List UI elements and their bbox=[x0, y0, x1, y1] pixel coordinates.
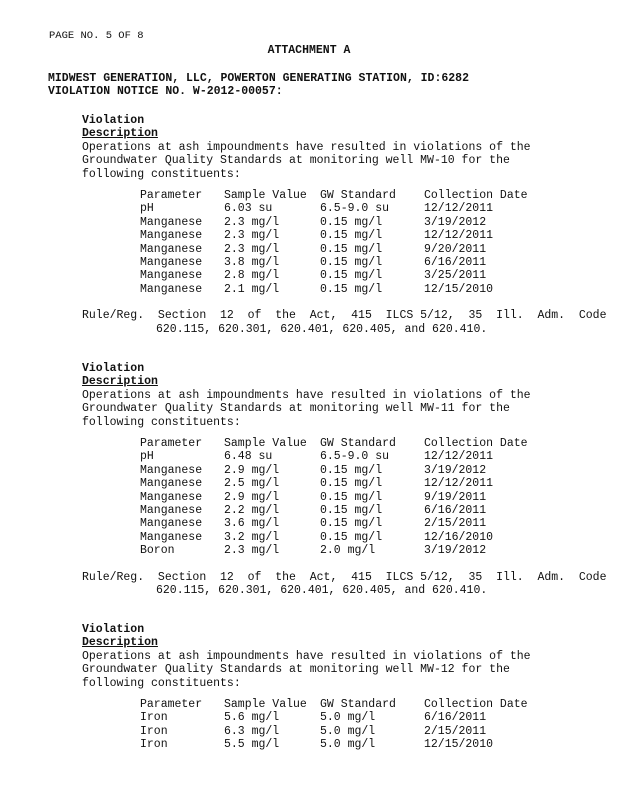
gw-standard-cell: 5.0 mg/l bbox=[320, 724, 376, 738]
sample-value-cell: 2.3 mg/l bbox=[224, 242, 280, 256]
gw-standard-cell: 2.0 mg/l bbox=[320, 544, 376, 558]
table-row bbox=[140, 544, 534, 557]
rule-reg bbox=[82, 309, 607, 336]
gw-standard-cell: 0.15 mg/l bbox=[320, 256, 383, 270]
table-row bbox=[140, 450, 534, 463]
violation-section bbox=[82, 114, 607, 336]
sample-value-cell: 2.9 mg/l bbox=[224, 490, 280, 504]
sample-value-cell: 5.6 mg/l bbox=[224, 711, 280, 725]
column-header: Collection Date bbox=[424, 437, 528, 451]
collection-date-cell: 2/15/2011 bbox=[424, 724, 487, 738]
collection-date-cell: 9/20/2011 bbox=[424, 242, 487, 256]
collection-date-cell: 3/19/2012 bbox=[424, 544, 487, 558]
constituents-table bbox=[140, 698, 534, 752]
collection-date-cell: 12/12/2011 bbox=[424, 450, 494, 464]
sample-value-cell: 6.48 su bbox=[224, 450, 273, 464]
table-header-row bbox=[140, 189, 534, 202]
notice-number-line: VIOLATION NOTICE NO. W-2012-00057: bbox=[48, 85, 283, 99]
collection-date-cell: 3/19/2012 bbox=[424, 463, 487, 477]
description-label: Description bbox=[82, 127, 158, 141]
rule-reg bbox=[82, 570, 607, 598]
attachment-title: ATTACHMENT A bbox=[267, 44, 351, 57]
table-row bbox=[140, 517, 534, 530]
sample-value-cell: 2.3 mg/l bbox=[224, 544, 280, 558]
sample-value-cell: 3.6 mg/l bbox=[224, 517, 280, 531]
table-row bbox=[140, 216, 534, 229]
collection-date-cell: 12/15/2010 bbox=[424, 738, 494, 752]
description-text: Operations at ash impoundments have resulted in violations of the Groundwater Quality Standards at monitoring well MW-12 for the following constituents: bbox=[82, 649, 531, 690]
table-row bbox=[140, 477, 534, 490]
collection-date-cell: 12/12/2011 bbox=[424, 229, 494, 243]
collection-date-cell: 6/16/2011 bbox=[424, 256, 487, 270]
sample-value-cell: 2.2 mg/l bbox=[224, 504, 280, 518]
table-row bbox=[140, 711, 534, 724]
table-row bbox=[140, 243, 534, 256]
table-row bbox=[140, 283, 534, 296]
gw-standard-cell: 0.15 mg/l bbox=[320, 477, 383, 491]
parameter-cell: pH bbox=[140, 202, 154, 216]
column-header: Parameter bbox=[140, 698, 203, 712]
rule-reg-line: Rule/Reg. Section 12 of the Act, 415 ILCS 5/12, 35 Ill. Adm. Code bbox=[82, 309, 607, 323]
collection-date-cell: 12/16/2010 bbox=[424, 530, 494, 544]
collection-date-cell: 6/16/2011 bbox=[424, 504, 487, 518]
column-header: Sample Value bbox=[224, 437, 307, 451]
gw-standard-cell: 0.15 mg/l bbox=[320, 517, 383, 531]
column-header: Collection Date bbox=[424, 189, 528, 203]
sample-value-cell: 2.8 mg/l bbox=[224, 269, 280, 283]
table-header-row bbox=[140, 437, 534, 450]
parameter-cell: Iron bbox=[140, 738, 168, 752]
sample-value-cell: 6.03 su bbox=[224, 202, 273, 216]
parameter-cell: Manganese bbox=[140, 530, 203, 544]
column-header: Sample Value bbox=[224, 189, 307, 203]
parameter-cell: Manganese bbox=[140, 242, 203, 256]
parameter-cell: Manganese bbox=[140, 215, 203, 229]
table-row bbox=[140, 725, 534, 738]
rule-reg-line: Rule/Reg. Section 12 of the Act, 415 ILCS 5/12, 35 Ill. Adm. Code bbox=[82, 570, 607, 584]
parameter-cell: Boron bbox=[140, 544, 175, 558]
gw-standard-cell: 0.15 mg/l bbox=[320, 215, 383, 229]
parameter-cell: Manganese bbox=[140, 256, 203, 270]
parameter-cell: Manganese bbox=[140, 269, 203, 283]
gw-standard-cell: 0.15 mg/l bbox=[320, 530, 383, 544]
description-text: Operations at ash impoundments have resulted in violations of the Groundwater Quality Standards at monitoring well MW-11 for the following constituents: bbox=[82, 388, 531, 429]
parameter-cell: Manganese bbox=[140, 282, 203, 296]
violation-title: Violation bbox=[82, 623, 145, 636]
page-number: PAGE NO. 5 OF 8 bbox=[49, 30, 144, 42]
collection-date-cell: 9/19/2011 bbox=[424, 490, 487, 504]
collection-date-cell: 3/25/2011 bbox=[424, 269, 487, 283]
table-row bbox=[140, 256, 534, 269]
collection-date-cell: 12/12/2011 bbox=[424, 477, 494, 491]
sample-value-cell: 2.1 mg/l bbox=[224, 282, 280, 296]
column-header: Parameter bbox=[140, 437, 203, 451]
parameter-cell: Manganese bbox=[140, 504, 203, 518]
sample-value-cell: 6.3 mg/l bbox=[224, 724, 280, 738]
parameter-cell: Manganese bbox=[140, 477, 203, 491]
column-header: GW Standard bbox=[320, 437, 396, 451]
constituents-table bbox=[140, 189, 534, 296]
violation-section bbox=[82, 362, 607, 598]
violation-section bbox=[82, 623, 582, 752]
table-row bbox=[140, 202, 534, 215]
sample-value-cell: 5.5 mg/l bbox=[224, 738, 280, 752]
table-row bbox=[140, 504, 534, 517]
rule-reg-continuation: 620.115, 620.301, 620.401, 620.405, and 620.410. bbox=[156, 584, 488, 598]
parameter-cell: Manganese bbox=[140, 463, 203, 477]
gw-standard-cell: 0.15 mg/l bbox=[320, 269, 383, 283]
collection-date-cell: 3/19/2012 bbox=[424, 215, 487, 229]
table-header-row bbox=[140, 698, 534, 711]
table-row bbox=[140, 464, 534, 477]
table-row bbox=[140, 531, 534, 544]
facility-line: MIDWEST GENERATION, LLC, POWERTON GENERATING STATION, ID:6282 bbox=[48, 72, 469, 85]
description-label: Description bbox=[82, 636, 158, 650]
table-row bbox=[140, 269, 534, 282]
table-row bbox=[140, 229, 534, 242]
rule-reg-continuation: 620.115, 620.301, 620.401, 620.405, and 620.410. bbox=[156, 322, 488, 336]
column-header: Sample Value bbox=[224, 698, 307, 712]
column-header: Collection Date bbox=[424, 698, 528, 712]
violation-title: Violation bbox=[82, 114, 145, 127]
sample-value-cell: 2.3 mg/l bbox=[224, 215, 280, 229]
gw-standard-cell: 0.15 mg/l bbox=[320, 282, 383, 296]
gw-standard-cell: 5.0 mg/l bbox=[320, 711, 376, 725]
gw-standard-cell: 0.15 mg/l bbox=[320, 490, 383, 504]
table-row bbox=[140, 491, 534, 504]
collection-date-cell: 12/12/2011 bbox=[424, 202, 494, 216]
sample-value-cell: 3.8 mg/l bbox=[224, 256, 280, 270]
violation-title: Violation bbox=[82, 362, 145, 375]
gw-standard-cell: 0.15 mg/l bbox=[320, 504, 383, 518]
gw-standard-cell: 0.15 mg/l bbox=[320, 242, 383, 256]
parameter-cell: Iron bbox=[140, 724, 168, 738]
parameter-cell: Manganese bbox=[140, 490, 203, 504]
sample-value-cell: 2.5 mg/l bbox=[224, 477, 280, 491]
column-header: GW Standard bbox=[320, 189, 396, 203]
parameter-cell: Iron bbox=[140, 711, 168, 725]
sample-value-cell: 2.3 mg/l bbox=[224, 229, 280, 243]
column-header: Parameter bbox=[140, 189, 203, 203]
constituents-table bbox=[140, 437, 534, 558]
gw-standard-cell: 0.15 mg/l bbox=[320, 463, 383, 477]
gw-standard-cell: 6.5-9.0 su bbox=[320, 450, 390, 464]
gw-standard-cell: 6.5-9.0 su bbox=[320, 202, 390, 216]
gw-standard-cell: 0.15 mg/l bbox=[320, 229, 383, 243]
description-label: Description bbox=[82, 375, 158, 389]
gw-standard-cell: 5.0 mg/l bbox=[320, 738, 376, 752]
parameter-cell: pH bbox=[140, 450, 154, 464]
document-header bbox=[48, 72, 469, 99]
parameter-cell: Manganese bbox=[140, 229, 203, 243]
table-row bbox=[140, 738, 534, 751]
description-text: Operations at ash impoundments have resulted in violations of the Groundwater Quality Standards at monitoring well MW-10 for the following constituents: bbox=[82, 140, 531, 181]
column-header: GW Standard bbox=[320, 698, 396, 712]
parameter-cell: Manganese bbox=[140, 517, 203, 531]
collection-date-cell: 2/15/2011 bbox=[424, 517, 487, 531]
sample-value-cell: 2.9 mg/l bbox=[224, 463, 280, 477]
collection-date-cell: 12/15/2010 bbox=[424, 282, 494, 296]
collection-date-cell: 6/16/2011 bbox=[424, 711, 487, 725]
sample-value-cell: 3.2 mg/l bbox=[224, 530, 280, 544]
